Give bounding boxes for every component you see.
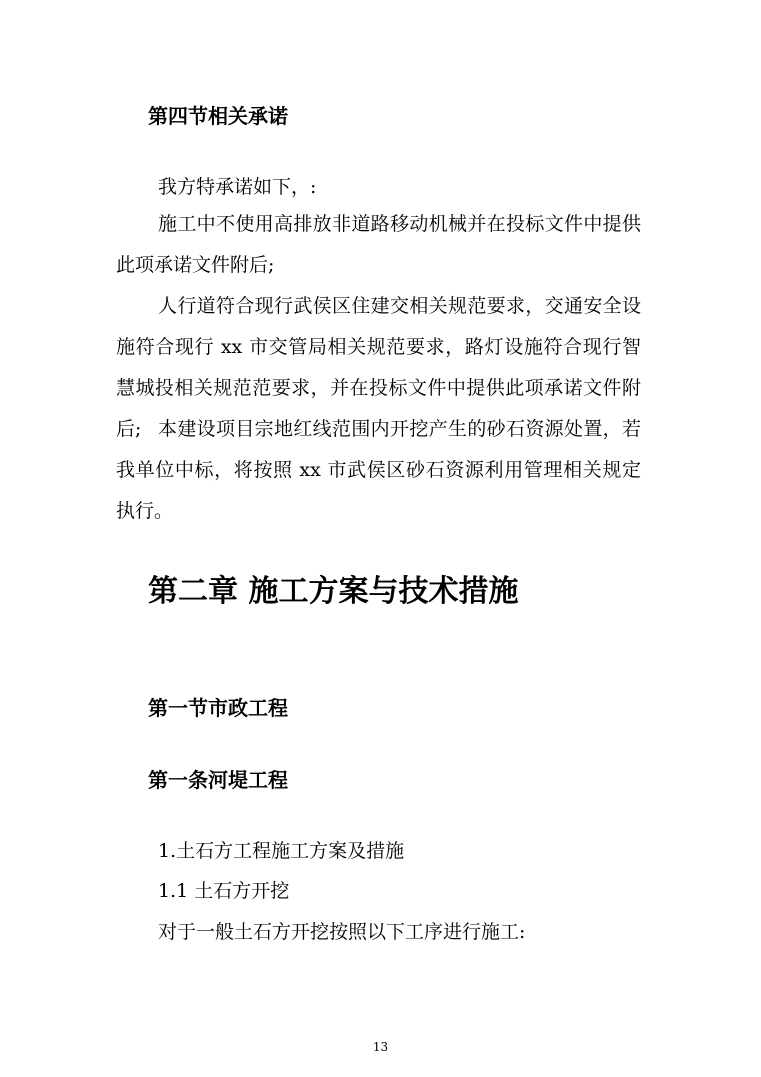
item-earthwork-plan: 1.土石方工程施工方案及措施 — [158, 840, 405, 862]
page-number: 13 — [372, 1040, 389, 1054]
commitment-intro: 我方特承诺如下，: — [158, 176, 317, 198]
procedure-intro: 对于一般土石方开挖按照以下工序进行施工: — [158, 921, 526, 943]
section-heading-municipal: 第一节市政工程 — [148, 696, 288, 720]
article-heading-embankment: 第一条河堤工程 — [148, 768, 288, 792]
commitment-paragraph-2: 人行道符合现行武侯区住建交相关规范要求，交通安全设施符合现行 xx 市交管局相关规范要求，路灯设施符合现行智慧城投相关规范范要求，并在投标文件中提供此项承诺文件附后; — [116, 295, 641, 440]
section-heading-commitments: 第四节相关承诺 — [148, 104, 288, 128]
chapter-title: 第二章 施工方案与技术措施 — [148, 574, 519, 609]
commitment-paragraph-1: 施工中不使用高排放非道路移动机械并在投标文件中提供此项承诺文件附后; — [116, 213, 641, 276]
item-earthwork-excavation: 1.1 土石方开挖 — [158, 880, 290, 902]
commitment-paragraph-3: 本建设项目宗地红线范围内开挖产生的砂石资源处置，若我单位中标，将按照 xx 市武侯区砂石资源利用管理相关规定执行。 — [116, 418, 641, 522]
